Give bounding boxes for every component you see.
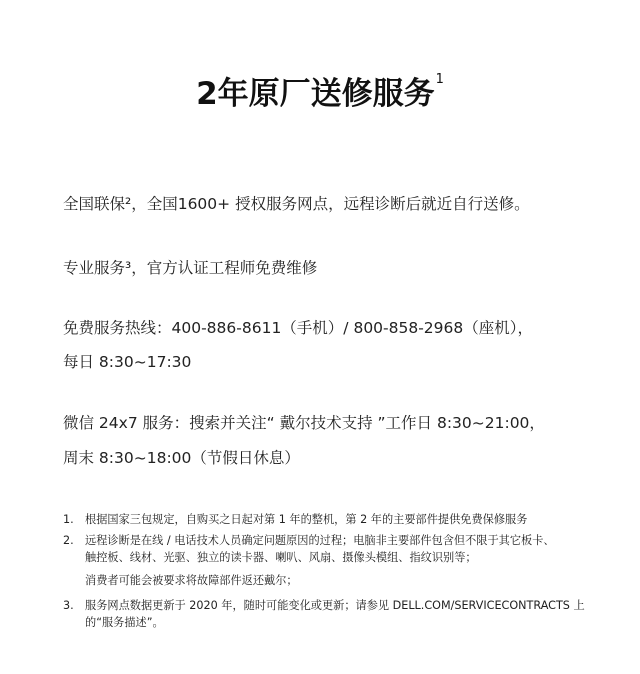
footnote-2-continuation bbox=[63, 549, 477, 565]
footnote-3 bbox=[63, 597, 585, 613]
footnote-number: 1. bbox=[63, 513, 74, 526]
paragraph-nationwide-warranty: 全国联保²，全国1600+ 授权服务网点，远程诊断后就近自行送修。 bbox=[63, 195, 530, 213]
paragraph-hotline-line2: 每日 8:30~17:30 bbox=[63, 353, 192, 371]
paragraph-hotline-line1: 免费服务热线：400-886-8611（手机）/ 800-858-2968（座机）， bbox=[63, 319, 534, 337]
paragraph-professional-service: 专业服务³，官方认证工程师免费维修 bbox=[63, 259, 318, 277]
footnote-text: 消费者可能会被要求将故障部件返还戴尔； bbox=[85, 574, 298, 587]
footnote-text: 远程诊断是在线 / 电话技术人员确定问题原因的过程；电脑非主要部件包含但不限于其它板卡、 bbox=[85, 534, 555, 547]
footnote-text: 服务网点数据更新于 2020 年，随时可能变化或更新；请参见 DELL.COM/SERVICECONTRACTS 上 bbox=[85, 599, 585, 612]
footnote-2 bbox=[63, 532, 555, 548]
footnote-number: 2. bbox=[63, 534, 74, 547]
footnote-3-continuation bbox=[63, 614, 164, 630]
title-footnote-marker: 1 bbox=[435, 72, 444, 87]
footnote-number: 3. bbox=[63, 599, 74, 612]
footnote-2-continuation bbox=[63, 572, 298, 588]
page-title bbox=[0, 68, 640, 113]
page-title-text: 2年原厂送修服务 bbox=[196, 76, 435, 112]
paragraph-wechat-line2: 周末 8:30~18:00（节假日休息） bbox=[63, 449, 300, 467]
footnote-text: 触控板、线材、光驱、独立的读卡器、喇叭、风扇、摄像头模组、指纹识别等； bbox=[85, 551, 477, 564]
footnote-text: 的“服务描述”。 bbox=[85, 616, 164, 629]
footnote-1 bbox=[63, 511, 527, 527]
footnote-text: 根据国家三包规定，自购买之日起对第 1 年的整机，第 2 年的主要部件提供免费保修服务 bbox=[85, 513, 528, 526]
paragraph-wechat-line1: 微信 24x7 服务：搜索并关注“ 戴尔技术支持 ”工作日 8:30~21:00， bbox=[63, 414, 545, 432]
